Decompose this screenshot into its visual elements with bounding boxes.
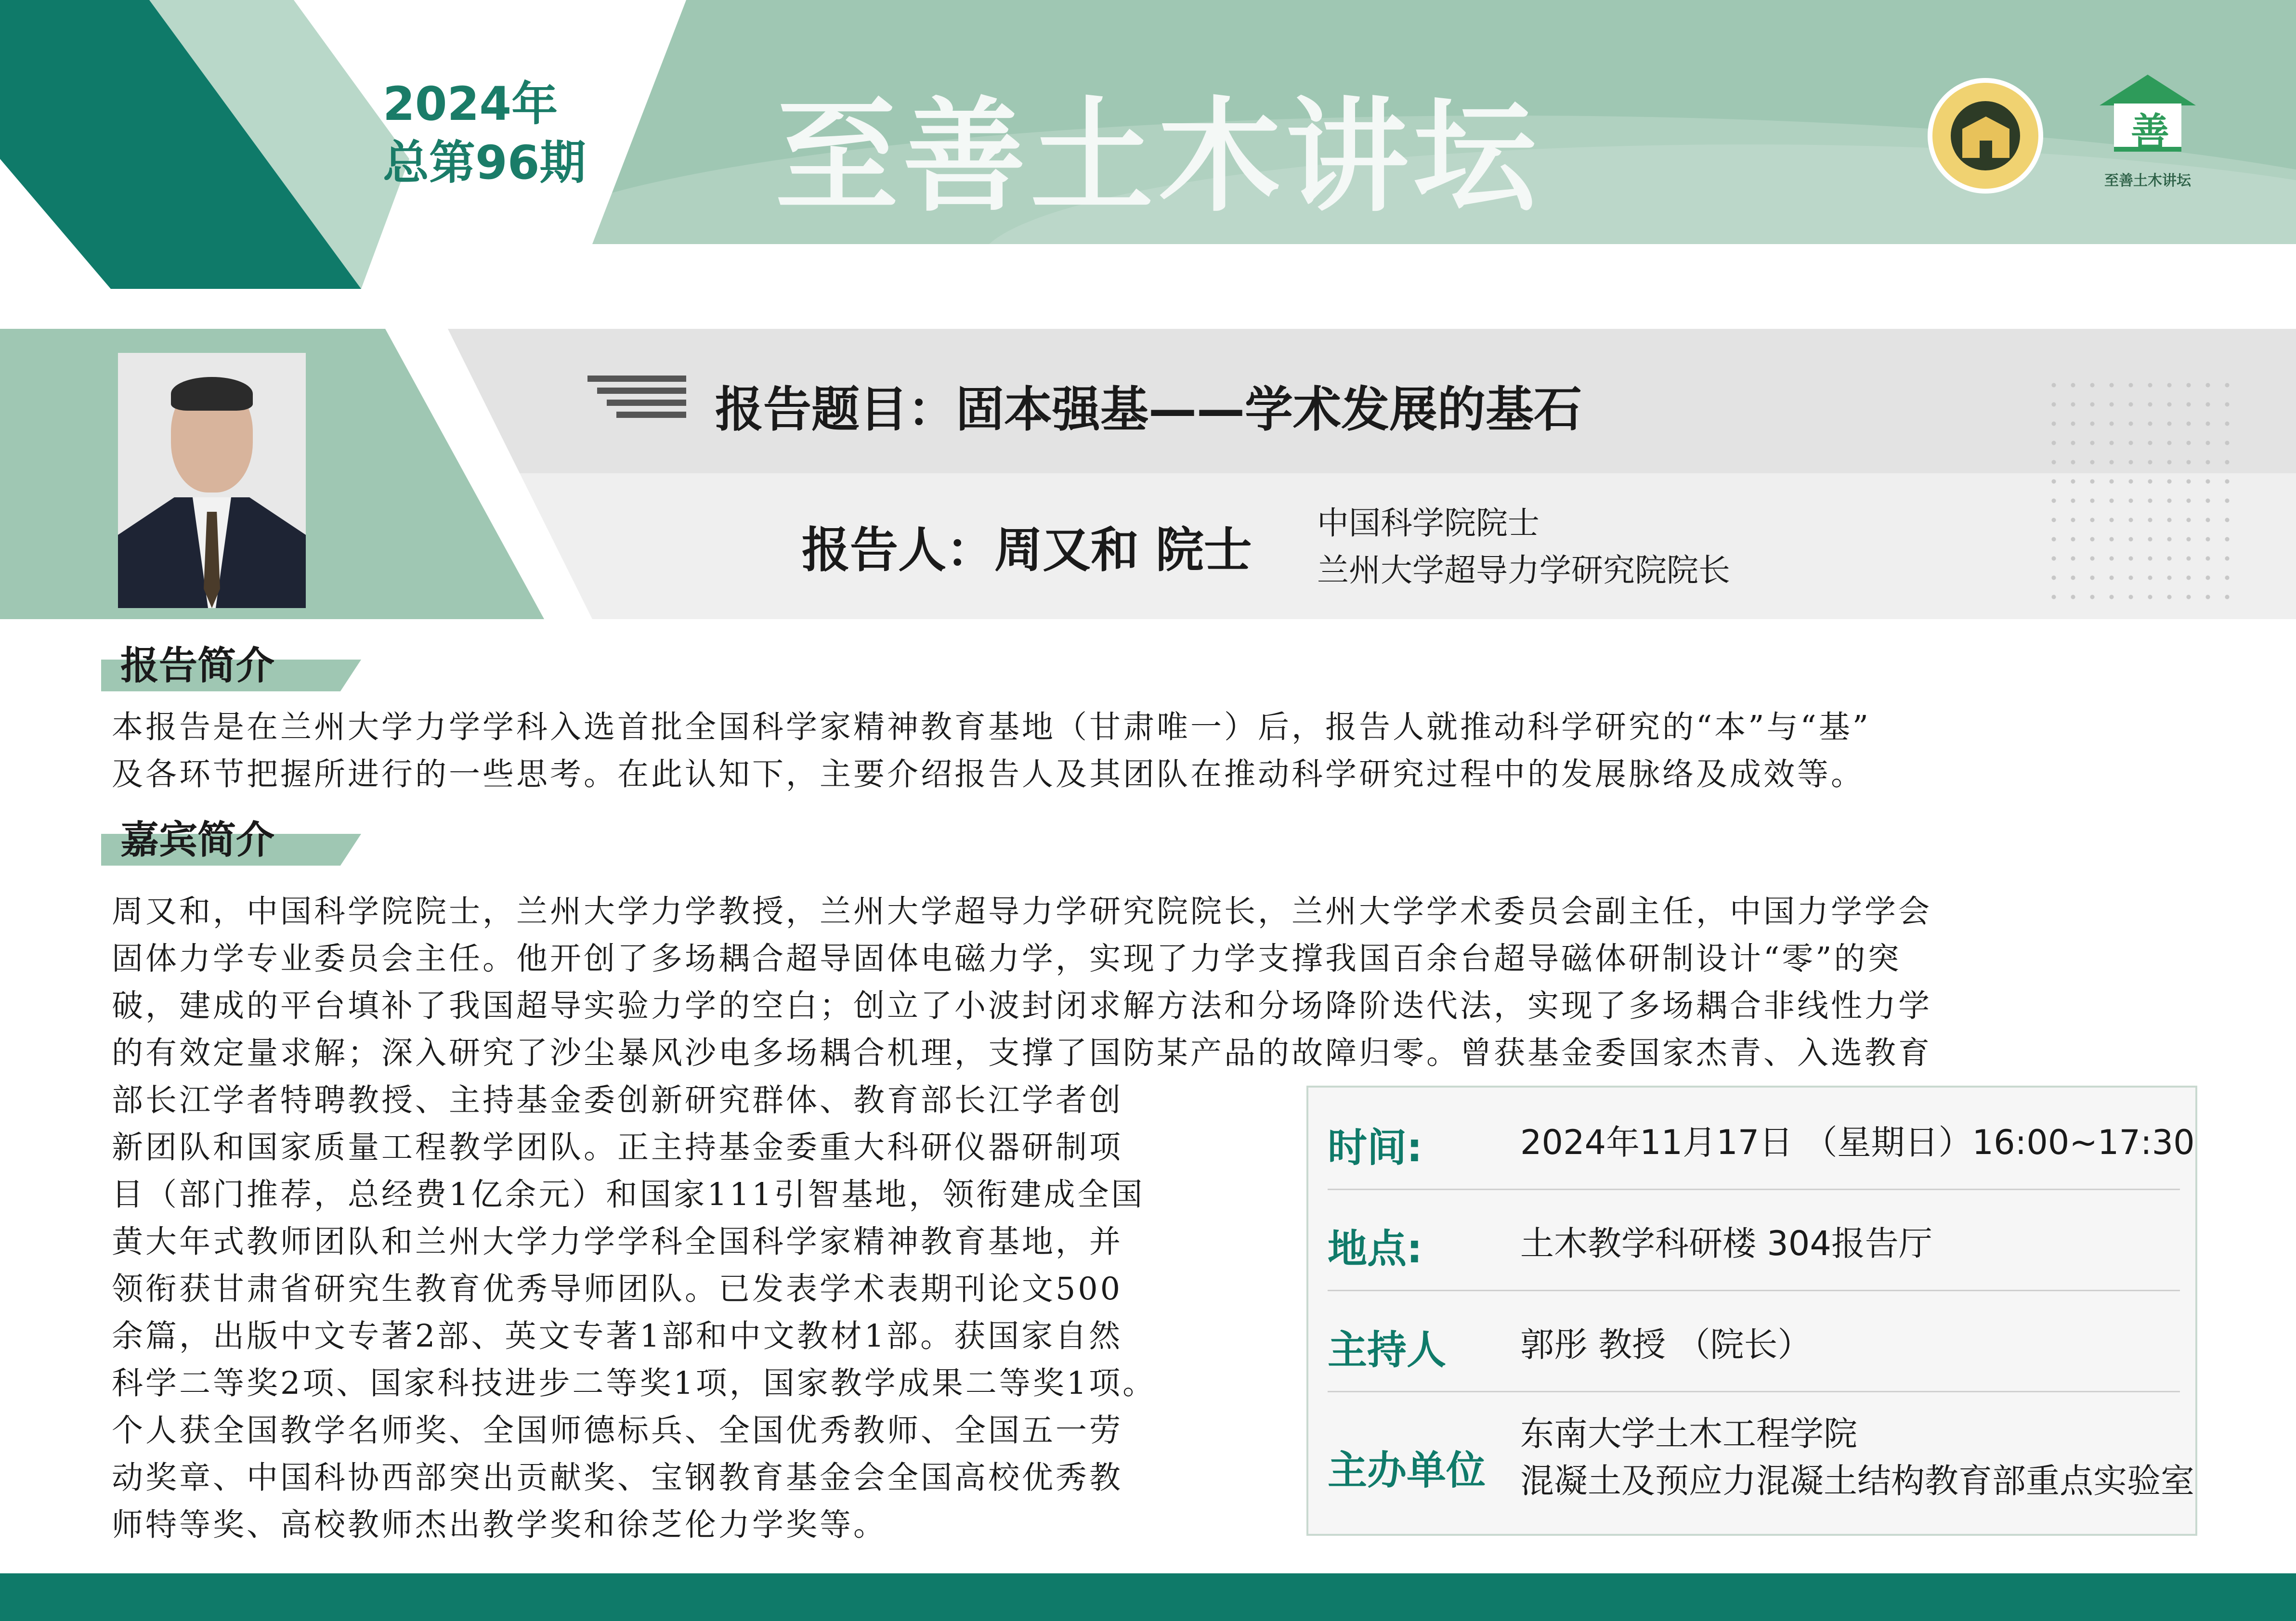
speaker-titles [1317,500,1730,594]
southeast-university-logo [1928,78,2043,194]
text-line: 动奖章、中国科协西部突出贡献奖、宝钢教育基金会全国高校优秀教 [112,1460,1123,1496]
place-value: 土木教学科研楼 304报告厅 [1520,1224,1932,1263]
logo-door [1980,141,1992,158]
text-line: 新团队和国家质量工程教学团队。正主持基金委重大科研仪器研制项 [112,1129,1123,1166]
text-line: 周又和，中国科学院院士，兰州大学力学教授，兰州大学超导力学研究院院长，兰州大学学术委员会副主任，中国力学学会 [112,894,1932,930]
forum-logo-glyph: 善 [2131,110,2169,155]
time-label: 时间: [1328,1125,1422,1171]
issue-info [383,75,586,192]
text-line: 及各环节把握所进行的一些思考。在此认知下，主要介绍报告人及其团队在推动科学研究过程中的发展脉络及成效等。 [112,756,1865,792]
speaker-name: 报告人：周又和 院士 [802,522,1252,578]
talk-topic: 报告题目：固本强基——学术发展的基石 [715,381,1582,438]
forum-title: 至善土木讲坛 [775,86,1541,229]
issue-number: 总第96期 [383,136,586,190]
text-line: 余篇，出版中文专著2部、英文专著1部和中文教材1部。获国家自然 [112,1318,1123,1354]
time-row [1328,1097,2195,1190]
organizer-row [1328,1391,2194,1526]
forum-logo-caption: 至善土木讲坛 [2104,172,2191,189]
text-line: 部长江学者特聘教授、主持基金委创新研究群体、教育部长江学者创 [112,1082,1123,1118]
speaker-title-line: 中国科学院院士 [1317,505,1539,542]
text-line: 的有效定量求解；深入研究了沙尘暴风沙电多场耦合机理，支撑了国防某产品的故障归零。曾获基金委国家杰青、入选教育 [112,1035,1932,1071]
text-line: 固体力学专业委员会主任。他开创了多场耦合超导固体电磁力学，实现了力学支撑我国百余台超导磁体研制设计“零”的突 [112,941,1902,977]
photo-hair [171,377,253,411]
place-row [1328,1189,2180,1291]
dot-pattern [2044,376,2237,607]
organizer-label: 主办单位 [1328,1448,1486,1493]
text-line: 师特等奖、高校教师杰出教学奖和徐芝伦力学奖等。 [112,1507,887,1543]
text-line: 黄大年式教师团队和兰州大学力学学科全国科学家精神教育基地，并 [112,1224,1123,1260]
place-label: 地点: [1328,1226,1422,1272]
organizer-values [1520,1410,2194,1504]
lines-icon [587,376,686,419]
issue-year: 2024年 [383,77,558,131]
heading-text: 嘉宾简介 [120,817,274,862]
text-line: 领衔获甘肃省研究生教育优秀导师团队。已发表学术表期刊论文500 [112,1271,1123,1307]
organizer-name: 混凝土及预应力混凝土结构教育部重点实验室 [1520,1461,2194,1501]
speaker-title-line: 兰州大学超导力学研究院院长 [1317,552,1730,589]
footer-bar [0,1573,2296,1621]
text-line: 本报告是在兰州大学力学学科入选首批全国科学家精神教育基地（甘肃唯一）后，报告人就推动科学研究的“本”与“基” [112,709,1871,745]
text-line: 破，建成的平台填补了我国超导实验力学的空白；创立了小波封闭求解方法和分场降阶迭代法，实现了多场耦合非线性力学 [112,988,1932,1024]
forum-logo [2085,75,2210,193]
time-value: 2024年11月17日 （星期日）16:00~17:30 [1520,1123,2195,1162]
host-value: 郭彤 教授 （院长） [1520,1325,1812,1364]
organizer-name: 东南大学土木工程学院 [1520,1414,1857,1453]
text-line: 个人获全国教学名师奖、全国师德标兵、全国优秀教师、全国五一劳 [112,1413,1123,1449]
text-line: 目（部门推荐，总经费1亿余元）和国家111引智基地，领衔建成全国 [112,1177,1145,1213]
host-row [1328,1290,2180,1392]
event-info-box [1306,1086,2197,1536]
host-label: 主持人 [1328,1327,1447,1373]
text-line: 科学二等奖2项、国家科技进步二等奖1项，国家教学成果二等奖1项。 [112,1365,1157,1401]
report-intro-text [112,704,1871,798]
speaker-photo [118,353,306,608]
guest-intro-heading [101,809,361,866]
heading-text: 报告简介 [120,643,274,688]
report-intro-heading [101,635,361,691]
